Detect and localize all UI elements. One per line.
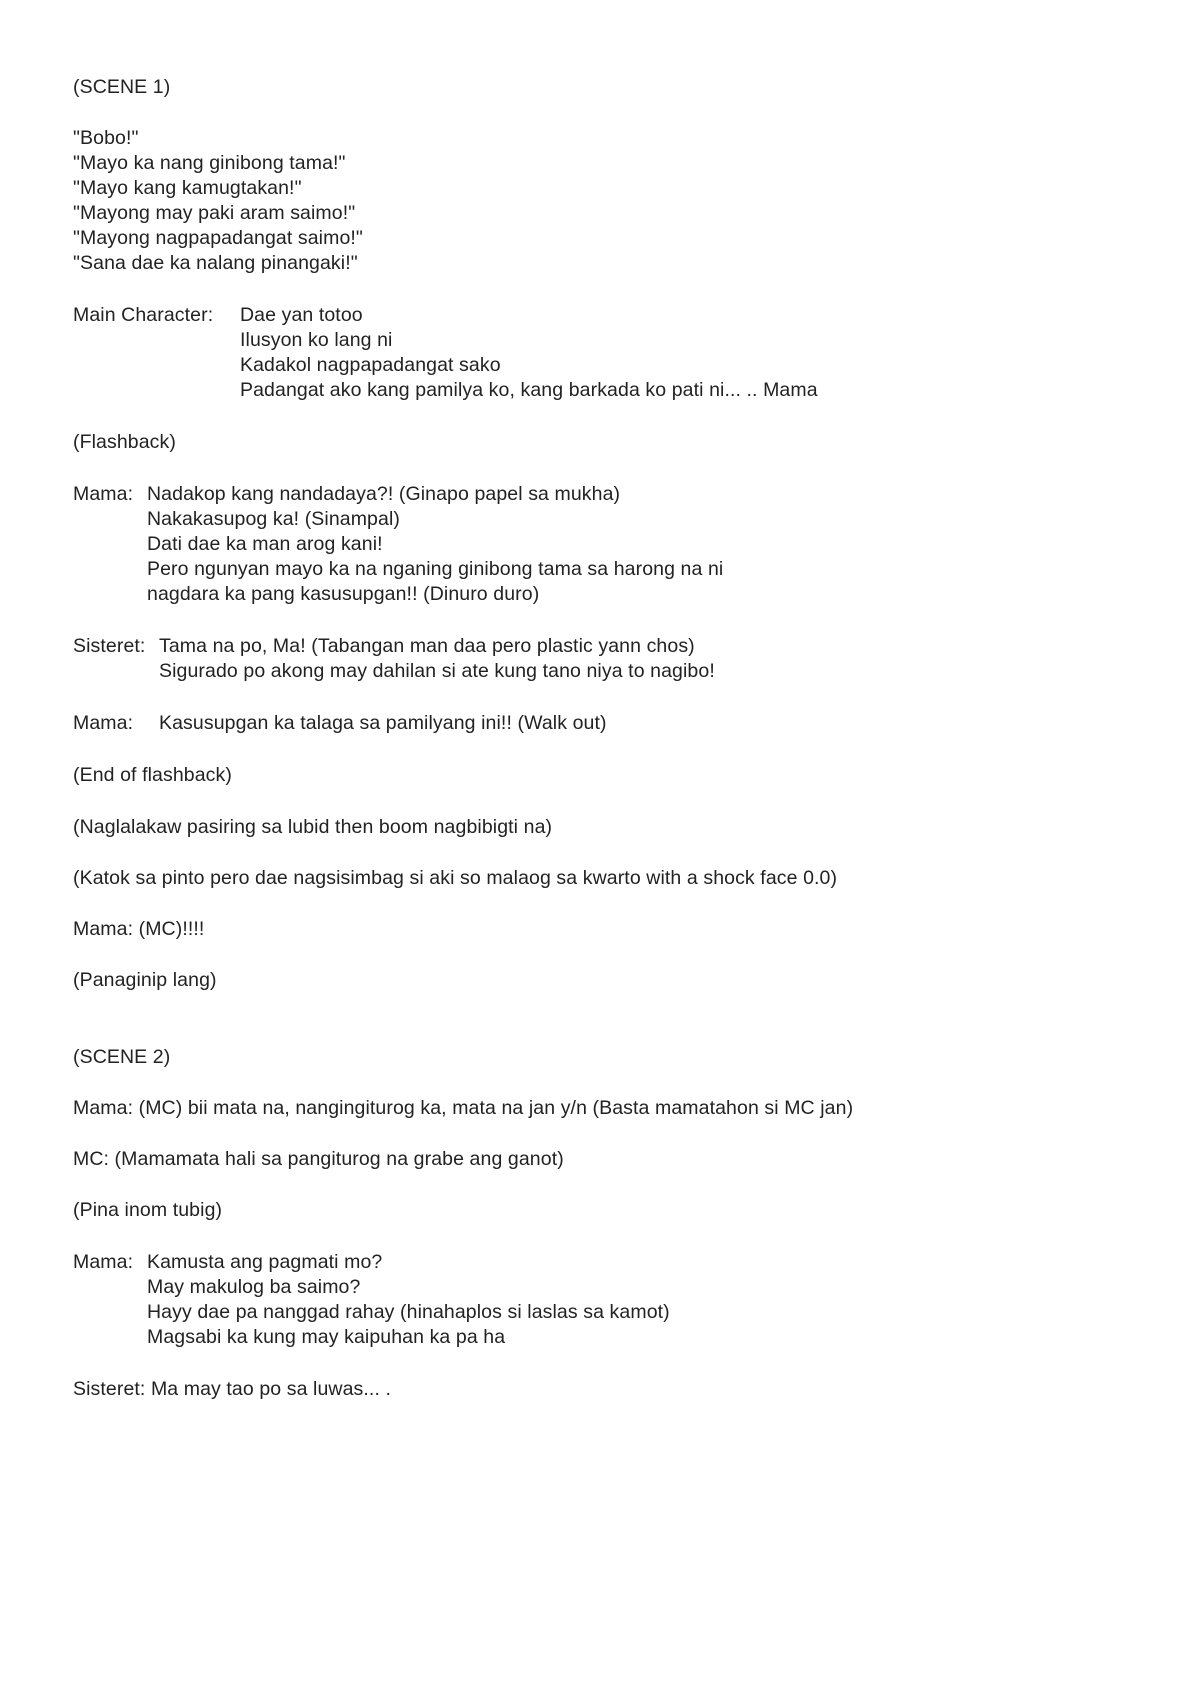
dialogue-line: Nakakasupog ka! (Sinampal) xyxy=(147,508,400,530)
speaker-label: Main Character: xyxy=(73,304,214,326)
stage-direction: (Naglalakaw pasiring sa lubid then boom nagbibigti na) xyxy=(73,816,553,838)
speaker-label: Mama: xyxy=(73,483,134,505)
dialogue-line: Ilusyon ko lang ni xyxy=(240,329,393,351)
dialogue-line: Mama: (MC)!!!! xyxy=(73,918,205,940)
dialogue-line: Padangat ako kang pamilya ko, kang barkada ko pati ni... .. Mama xyxy=(240,379,818,401)
speaker-label: Mama: xyxy=(73,712,134,734)
dialogue-line: Magsabi ka kung may kaipuhan ka pa ha xyxy=(147,1326,506,1348)
stage-direction: (Katok sa pinto pero dae nagsisimbag si aki so malaog sa kwarto with a shock face 0.0) xyxy=(73,867,838,889)
dialogue-line: May makulog ba saimo? xyxy=(147,1276,361,1298)
dialogue-line: Kasusupgan ka talaga sa pamilyang ini!! (Walk out) xyxy=(159,712,607,734)
dialogue-line: nagdara ka pang kasusupgan!! (Dinuro duro) xyxy=(147,583,540,605)
speaker-label: Sisteret: xyxy=(73,635,146,657)
insult-line: "Mayong may paki aram saimo!" xyxy=(73,202,356,224)
speaker-label: Mama: xyxy=(73,1251,134,1273)
insult-line: "Mayong nagpapadangat saimo!" xyxy=(73,227,363,249)
dialogue-line: Sisteret: Ma may tao po sa luwas... . xyxy=(73,1378,391,1400)
dialogue-line: Sigurado po akong may dahilan si ate kung tano niya to nagibo! xyxy=(159,660,715,682)
insult-line: "Mayo ka nang ginibong tama!" xyxy=(73,152,346,174)
stage-direction: (Pina inom tubig) xyxy=(73,1199,223,1221)
insult-line: "Bobo!" xyxy=(73,127,139,149)
stage-direction: (End of flashback) xyxy=(73,764,232,786)
dialogue-line: MC: (Mamamata hali sa pangiturog na grabe ang ganot) xyxy=(73,1148,564,1170)
stage-direction: (Panaginip lang) xyxy=(73,969,217,991)
dialogue-line: Dati dae ka man arog kani! xyxy=(147,533,383,555)
dialogue-line: Pero ngunyan mayo ka na nganing ginibong tama sa harong na ni xyxy=(147,558,724,580)
stage-direction: (Flashback) xyxy=(73,431,176,453)
dialogue-line: Nadakop kang nandadaya?! (Ginapo papel sa mukha) xyxy=(147,483,621,505)
insult-line: "Sana dae ka nalang pinangaki!" xyxy=(73,252,358,274)
dialogue-line: Dae yan totoo xyxy=(240,304,363,326)
scene-2-heading: (SCENE 2) xyxy=(73,1046,171,1068)
scene-1-heading: (SCENE 1) xyxy=(73,76,171,98)
insult-line: "Mayo kang kamugtakan!" xyxy=(73,177,302,199)
dialogue-line: Hayy dae pa nanggad rahay (hinahaplos si laslas sa kamot) xyxy=(147,1301,670,1323)
dialogue-line: Mama: (MC) bii mata na, nangingiturog ka, mata na jan y/n (Basta mamatahon si MC jan) xyxy=(73,1097,854,1119)
dialogue-line: Kadakol nagpapadangat sako xyxy=(240,354,501,376)
dialogue-line: Tama na po, Ma! (Tabangan man daa pero plastic yann chos) xyxy=(159,635,695,657)
dialogue-line: Kamusta ang pagmati mo? xyxy=(147,1251,383,1273)
